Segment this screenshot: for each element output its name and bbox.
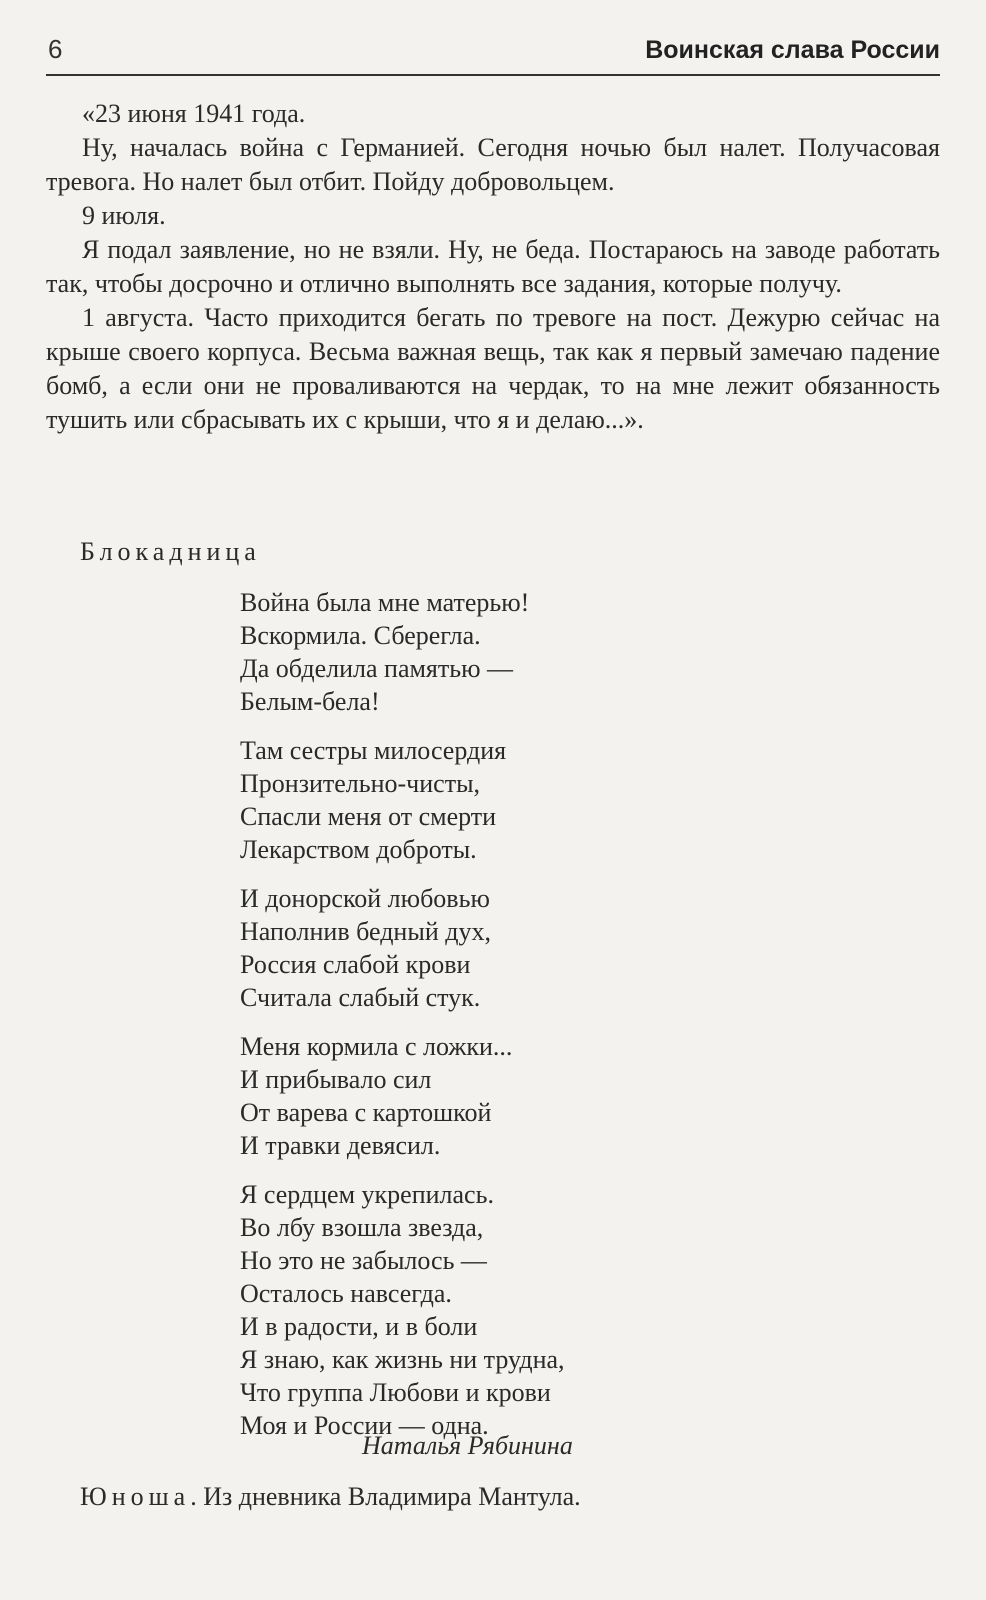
poem-line: И прибывало сил bbox=[240, 1065, 432, 1094]
next-section-heading bbox=[80, 1482, 581, 1512]
poem-line: Белым-бела! bbox=[240, 687, 380, 716]
poem-stanza bbox=[240, 882, 700, 1014]
diary-paragraph: 9 июля. bbox=[82, 201, 166, 230]
page-header bbox=[46, 30, 940, 76]
poem-line: Спасли меня от смерти bbox=[240, 802, 497, 831]
poem-author: Наталья Рябинина bbox=[362, 1431, 573, 1460]
diary-paragraph: 1 августа. Часто приходится бегать по тревоге на пост. Дежурю сейчас на крыше своего корпуса. Весьма важная вещь, так как я первый замечаю падение бомб, а если они не проваливаются на чердак, то на мне лежит обязанность тушить или сбрасывать их с крыши, что я и делаю...». bbox=[46, 303, 940, 434]
diary-paragraph: Ну, началась война с Германией. Сегодня ночью был налет. Получасовая тревога. Но налет был отбит. Пойду добровольцем. bbox=[46, 133, 940, 196]
poem-line: Моя и России — одна. bbox=[240, 1411, 489, 1440]
poem-line: Но это не забылось — bbox=[240, 1246, 487, 1275]
poem-line: Меня кормила с ложки... bbox=[240, 1032, 513, 1061]
next-section-subtitle: . Из дневника Владимира Мантула. bbox=[190, 1482, 581, 1511]
poem-line: Во лбу взошла звезда, bbox=[240, 1213, 484, 1242]
poem-line: И донорской любовью bbox=[240, 884, 490, 913]
poem-line: Пронзительно-чисты, bbox=[240, 769, 481, 798]
poem-line: Считала слабый стук. bbox=[240, 983, 481, 1012]
poem-line: От варева с картошкой bbox=[240, 1098, 492, 1127]
page-number: 6 bbox=[48, 34, 63, 64]
diary-excerpt bbox=[46, 97, 940, 437]
next-section-title: Юноша bbox=[80, 1482, 191, 1511]
poem-line: Я сердцем укрепилась. bbox=[240, 1180, 494, 1209]
poem bbox=[240, 586, 700, 1458]
poem-line: Осталось навсегда. bbox=[240, 1279, 452, 1308]
section-title: Блокадница bbox=[80, 537, 261, 566]
poem-line: Да обделила памятью — bbox=[240, 654, 514, 683]
poem-line: Война была мне матерью! bbox=[240, 588, 530, 617]
poem-line: Наполнив бедный дух, bbox=[240, 917, 491, 946]
poem-stanza bbox=[240, 1178, 700, 1442]
poem-line: И травки девясил. bbox=[240, 1131, 441, 1160]
poem-line: Вскормила. Сберегла. bbox=[240, 621, 481, 650]
poem-line: Я знаю, как жизнь ни трудна, bbox=[240, 1345, 565, 1374]
poem-stanza bbox=[240, 586, 700, 718]
poem-line: Там сестры милосердия bbox=[240, 736, 507, 765]
poem-line: Лекарством доброты. bbox=[240, 835, 477, 864]
running-title: Воинская слава России bbox=[645, 36, 940, 64]
diary-paragraph: «23 июня 1941 года. bbox=[82, 99, 306, 128]
poem-line: Россия слабой крови bbox=[240, 950, 471, 979]
poem-stanza bbox=[240, 1030, 700, 1162]
poem-line: Что группа Любови и крови bbox=[240, 1378, 551, 1407]
poem-stanza bbox=[240, 734, 700, 866]
poem-line: И в радости, и в боли bbox=[240, 1312, 478, 1341]
diary-paragraph: Я подал заявление, но не взяли. Ну, не беда. Постараюсь на заводе работать так, чтобы досрочно и отлично выполнять все задания, которые получу. bbox=[46, 235, 940, 298]
